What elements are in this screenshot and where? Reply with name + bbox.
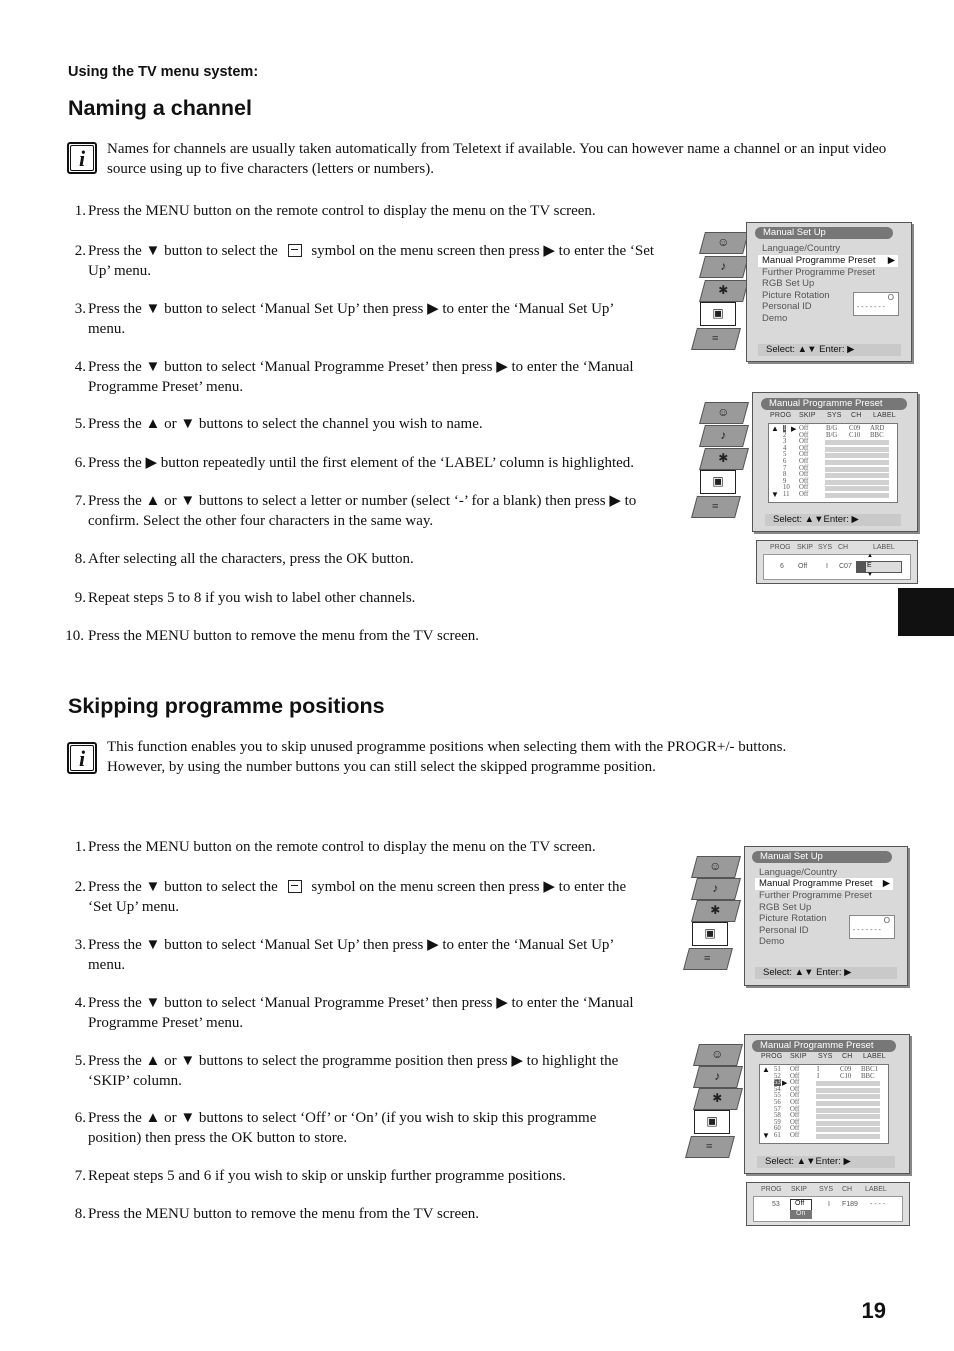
menu-title: Manual Set Up — [752, 851, 892, 863]
table-row[interactable] — [769, 466, 895, 473]
cell-skip: Off — [799, 431, 809, 439]
menu-item-further-preset[interactable]: Further Programme Preset — [762, 267, 875, 278]
menu-title: Manual Set Up — [755, 227, 893, 239]
col-sys: SYS — [818, 1053, 833, 1060]
cell-sys: B/G — [826, 431, 838, 439]
strip-prog: 53 — [772, 1201, 780, 1208]
cell-skip: Off — [799, 438, 809, 446]
cell-prog: 8 — [783, 471, 787, 479]
preset-table[interactable]: ▲ ▼ 1 Off B/G C09 ARD ▶ 2 Off B/G C10 BBC 3 Off 4 Off 5 Off 6 Off 7 Off 8 Off 9 Off 10 Off 11 Off — [768, 423, 898, 503]
cell-prog: 57 — [774, 1105, 781, 1113]
col-prog: PROG — [761, 1186, 782, 1193]
cell-skip: Off — [790, 1118, 800, 1126]
cell-skip: Off — [799, 444, 809, 452]
empty-row-bar — [825, 493, 889, 498]
setup-toolbox-icon: ▣ — [700, 470, 736, 494]
menu-title: Manual Programme Preset — [752, 1040, 896, 1052]
cell-prog: 6 — [783, 458, 787, 465]
table-row[interactable] — [769, 439, 895, 446]
teletext-icon: ≡ — [683, 948, 733, 970]
cell-skip: Off — [790, 1085, 800, 1093]
label-char: E — [867, 562, 872, 569]
strip-sys: I — [826, 563, 828, 570]
cell-sys: B/G — [826, 425, 838, 432]
strip-sys: I — [828, 1201, 830, 1208]
cell-prog: 9 — [783, 477, 787, 485]
tv-setup-menu-1 — [694, 222, 912, 362]
cell-skip: Off — [790, 1132, 800, 1139]
col-label: LABEL — [863, 1053, 886, 1060]
page-number: 19 — [861, 1298, 886, 1323]
menu-item-language[interactable]: Language/Country — [762, 243, 841, 254]
cell-ch: C10 — [849, 431, 861, 439]
cell-prog: 11 — [783, 491, 790, 498]
step-7: 7. Press the ▲ or ▼ buttons to select a letter or number (select ‘-’ for a blank) then press ▶ to confirm. Select the other four characters in the same way. — [74, 493, 637, 529]
cell-skip: Off — [799, 477, 809, 485]
empty-row-bar — [825, 473, 889, 478]
cell-sys: I — [817, 1066, 820, 1073]
empty-row-bar — [816, 1101, 880, 1106]
menu-item-demo[interactable]: Demo — [762, 313, 788, 324]
cell-skip: Off — [790, 1079, 800, 1087]
col-prog: PROG — [761, 1053, 783, 1060]
cell-prog: 56 — [774, 1099, 781, 1106]
cell-prog: 2 — [783, 431, 787, 439]
cell-skip: Off — [790, 1066, 800, 1073]
section-kicker: Using the TV menu system: — [68, 64, 259, 80]
col-label: LABEL — [865, 1186, 887, 1193]
step-1: 1. Press the MENU button on the remote control to display the menu on the TV screen. — [74, 203, 596, 219]
personal-id-value: - - - - - - - — [857, 304, 885, 311]
preset-table[interactable]: ▲ ▼ 51 Off I C09 BBC1 52 Off I C10 BBC 53 Off ▶ 54 Off 55 Off 56 Off 57 Off 58 Off 59 Off 60 Off 61 Off — [759, 1064, 889, 1144]
setup-toolbox-icon: ▣ — [694, 1110, 730, 1134]
table-row[interactable] — [769, 452, 895, 459]
empty-row-bar — [816, 1094, 880, 1099]
cell-prog: 53 — [774, 1079, 781, 1087]
features-icon: ✱ — [693, 1088, 743, 1110]
cell-prog: 4 — [783, 444, 787, 452]
empty-row-bar — [825, 467, 889, 472]
cell-prog: 51 — [774, 1066, 781, 1073]
col-sys: SYS — [827, 412, 842, 419]
empty-row-bar — [816, 1134, 880, 1139]
step-8: 8. Press the MENU button to remove the menu from the TV screen. — [74, 1206, 480, 1222]
table-row[interactable] — [760, 1133, 886, 1140]
cell-skip: Off — [790, 1105, 800, 1113]
personal-id-value: - - - - - - - — [853, 927, 881, 934]
cell-skip: Off — [799, 458, 809, 465]
step-7: 7. Repeat steps 5 and 6 if you wish to skip or unskip further programme positions. — [74, 1168, 566, 1184]
col-prog: PROG — [770, 412, 792, 419]
cell-prog: 54 — [774, 1085, 781, 1093]
skip-edit-strip — [746, 1182, 910, 1226]
features-icon: ✱ — [699, 448, 749, 470]
tv-preset-menu-1 — [694, 392, 918, 532]
col-prog: PROG — [770, 544, 791, 551]
menu-item-rotation[interactable]: Picture Rotation — [759, 913, 827, 924]
step-1: 1. Press the MENU button on the remote control to display the menu on the TV screen. — [74, 839, 596, 855]
step-3: 3. Press the ▼ button to select ‘Manual Set Up’ then press ▶ to enter the ‘Manual Set Up’ menu. — [74, 937, 615, 973]
row-cursor-arrow: ▶ — [791, 426, 797, 433]
cell-prog: 10 — [783, 484, 790, 492]
section-title-naming: Naming a channel — [68, 96, 252, 120]
empty-row-bar — [816, 1088, 880, 1093]
empty-row-bar — [816, 1121, 880, 1126]
select-bar: Select: ▲▼ Enter: ▶ — [755, 967, 897, 979]
step-2: 2. Press the ▼ button to select the symbol on the menu screen then press ▶ to enter the ‘Set Up’ menu. — [74, 879, 627, 915]
setup-toolbox-icon: ▣ — [700, 302, 736, 326]
table-row[interactable] — [769, 472, 895, 479]
empty-row-bar — [816, 1114, 880, 1119]
select-bar: Select: ▲▼Enter: ▶ — [757, 1156, 895, 1168]
select-bar: Select: ▲▼ Enter: ▶ — [758, 344, 901, 356]
picture-icon: ☺ — [699, 232, 749, 254]
cell-label: BBC — [861, 1072, 875, 1080]
cell-prog: 55 — [774, 1092, 781, 1100]
empty-row-bar — [825, 453, 889, 458]
cell-skip: Off — [799, 451, 809, 459]
cell-ch: C09 — [840, 1066, 852, 1073]
cell-prog: 59 — [774, 1118, 781, 1126]
strip-ch: F189 — [842, 1201, 858, 1208]
info-icon: i — [67, 142, 97, 174]
select-bar: Select: ▲▼Enter: ▶ — [765, 514, 901, 526]
step-10: 10. Press the MENU button to remove the menu from the TV screen. — [65, 628, 480, 644]
cell-prog: 3 — [783, 438, 787, 446]
col-sys: SYS — [819, 1186, 834, 1193]
sound-icon: ♪ — [699, 425, 749, 447]
col-skip: SKIP — [797, 544, 813, 551]
naming-note: Names for channels are usually taken automatically from Teletext if available. You can however name a channel or an input video source using up to five characters (letters or numbers). — [107, 141, 887, 177]
col-label: LABEL — [873, 544, 895, 551]
setup-toolbox-icon: ▣ — [692, 922, 728, 946]
step-5: 5. Press the ▲ or ▼ buttons to select the channel you wish to name. — [74, 416, 483, 432]
table-row[interactable] — [769, 446, 895, 453]
cell-label: ARD — [870, 425, 885, 432]
cell-skip: Off — [799, 471, 809, 479]
col-label: LABEL — [873, 412, 896, 419]
section-tab-marker — [898, 588, 954, 636]
empty-row-bar — [816, 1127, 880, 1132]
empty-row-bar — [825, 440, 889, 445]
strip-prog: 6 — [780, 563, 784, 570]
empty-row-bar — [825, 447, 889, 452]
col-ch: CH — [838, 544, 849, 551]
empty-row-bar — [825, 480, 889, 485]
picture-icon: ☺ — [691, 856, 741, 878]
sound-icon: ♪ — [693, 1066, 743, 1088]
sound-icon: ♪ — [691, 878, 741, 900]
step-9: 9. Repeat steps 5 to 8 if you wish to label other channels. — [74, 590, 416, 606]
cell-label: BBC1 — [861, 1066, 878, 1073]
table-row[interactable] — [769, 459, 895, 466]
step-2: 2. Press the ▼ button to select the symbol on the menu screen then press ▶ to enter the ‘Set Up’ menu. — [74, 243, 655, 279]
cell-prog: 5 — [783, 451, 787, 459]
step-4: 4. Press the ▼ button to select ‘Manual Programme Preset’ then press ▶ to enter the ‘Manual Programme Preset’ menu. — [74, 359, 634, 395]
col-ch: CH — [842, 1186, 853, 1193]
menu-item-further-preset[interactable]: Further Programme Preset — [759, 890, 872, 901]
info-icon: i — [67, 742, 97, 774]
cell-prog: 60 — [774, 1125, 781, 1133]
skip-option-on[interactable]: On — [790, 1210, 812, 1219]
step-8: 8. After selecting all the characters, press the OK button. — [74, 551, 414, 567]
cell-ch: C10 — [840, 1072, 852, 1080]
menu-item-manual-preset[interactable]: Manual Programme Preset ▶ — [758, 255, 898, 267]
col-ch: CH — [851, 412, 862, 419]
menu-item-personal-id[interactable]: Personal ID — [759, 925, 809, 936]
cell-prog: 1 — [783, 425, 787, 432]
menu-item-rotation[interactable]: Picture Rotation — [762, 290, 830, 301]
label-edit-strip — [756, 540, 918, 584]
menu-item-rgb[interactable]: RGB Set Up — [759, 902, 812, 913]
table-row[interactable] — [769, 492, 895, 499]
menu-item-rgb[interactable]: RGB Set Up — [762, 278, 815, 289]
skip-option-off[interactable]: Off — [790, 1199, 812, 1211]
col-ch: CH — [842, 1053, 853, 1060]
cell-skip: Off — [799, 491, 809, 498]
sound-icon: ♪ — [699, 256, 749, 278]
empty-row-bar — [816, 1081, 880, 1086]
step-6: 6. Press the ▶ button repeatedly until the first element of the ‘LABEL’ column is highlighted. — [74, 455, 635, 471]
cell-skip: Off — [790, 1099, 800, 1106]
step-4: 4. Press the ▼ button to select ‘Manual Programme Preset’ then press ▶ to enter the ‘Manual Programme Preset’ menu. — [74, 995, 634, 1031]
teletext-icon: ≡ — [685, 1136, 735, 1158]
strip-skip: Off — [798, 563, 808, 570]
cell-ch: C09 — [849, 425, 861, 432]
setup-toolbox-icon — [288, 244, 302, 257]
cell-skip: Off — [799, 425, 809, 432]
menu-item-manual-preset[interactable]: Manual Programme Preset ▶ — [755, 878, 893, 890]
cell-label: BBC — [870, 431, 884, 439]
section-title-skipping: Skipping programme positions — [68, 694, 385, 718]
cell-prog: 61 — [774, 1132, 781, 1139]
table-row[interactable] — [769, 433, 895, 440]
empty-row-bar — [816, 1108, 880, 1113]
step-6: 6. Press the ▲ or ▼ buttons to select ‘Off’ or ‘On’ (if you wish to skip this programme position) then press the OK button to store. — [74, 1110, 597, 1146]
step-5: 5. Press the ▲ or ▼ buttons to select the programme position then press ▶ to highlight the ‘SKIP’ column. — [74, 1053, 619, 1089]
empty-row-bar — [825, 486, 889, 491]
cell-skip: Off — [790, 1125, 800, 1133]
picture-icon: ☺ — [693, 1044, 743, 1066]
menu-item-personal-id[interactable]: Personal ID — [762, 301, 812, 312]
menu-item-demo[interactable]: Demo — [759, 936, 785, 947]
cell-prog: 7 — [783, 464, 787, 472]
skipping-note: This function enables you to skip unused programme positions when selecting them with the PROGR+/- buttons. However, by using the number buttons you can still select the skipped programme position. — [107, 739, 787, 775]
col-skip: SKIP — [799, 412, 816, 419]
cell-prog: 58 — [774, 1112, 781, 1120]
strip-ch: C07 — [839, 563, 852, 570]
features-icon: ✱ — [691, 900, 741, 922]
cell-skip: Off — [799, 464, 809, 472]
menu-title: Manual Programme Preset — [761, 398, 907, 410]
col-sys: SYS — [818, 544, 833, 551]
cell-prog: 52 — [774, 1072, 781, 1080]
teletext-icon: ≡ — [691, 496, 741, 518]
setup-toolbox-icon — [288, 880, 302, 893]
cell-sys: I — [817, 1072, 820, 1080]
cell-skip: Off — [799, 484, 809, 492]
label-char-cells[interactable]: E ▲ ▼ — [856, 561, 902, 573]
row-cursor-arrow: ▶ — [782, 1080, 788, 1088]
cell-skip: Off — [790, 1092, 800, 1100]
col-skip: SKIP — [790, 1053, 807, 1060]
tv-preset-menu-2 — [688, 1034, 912, 1174]
menu-item-language[interactable]: Language/Country — [759, 867, 838, 878]
rotation-value: O — [887, 293, 894, 302]
teletext-icon: ≡ — [691, 328, 741, 350]
empty-row-bar — [825, 460, 889, 465]
picture-icon: ☺ — [699, 402, 749, 424]
features-icon: ✱ — [699, 280, 749, 302]
rotation-value: O — [883, 916, 890, 925]
strip-label: - - - - — [870, 1201, 886, 1208]
step-3: 3. Press the ▼ button to select ‘Manual Set Up’ then press ▶ to enter the ‘Manual Set Up’ menu. — [74, 301, 615, 337]
cell-skip: Off — [790, 1112, 800, 1120]
cell-skip: Off — [790, 1072, 800, 1080]
col-skip: SKIP — [791, 1186, 807, 1193]
tv-setup-menu-2 — [686, 846, 910, 986]
